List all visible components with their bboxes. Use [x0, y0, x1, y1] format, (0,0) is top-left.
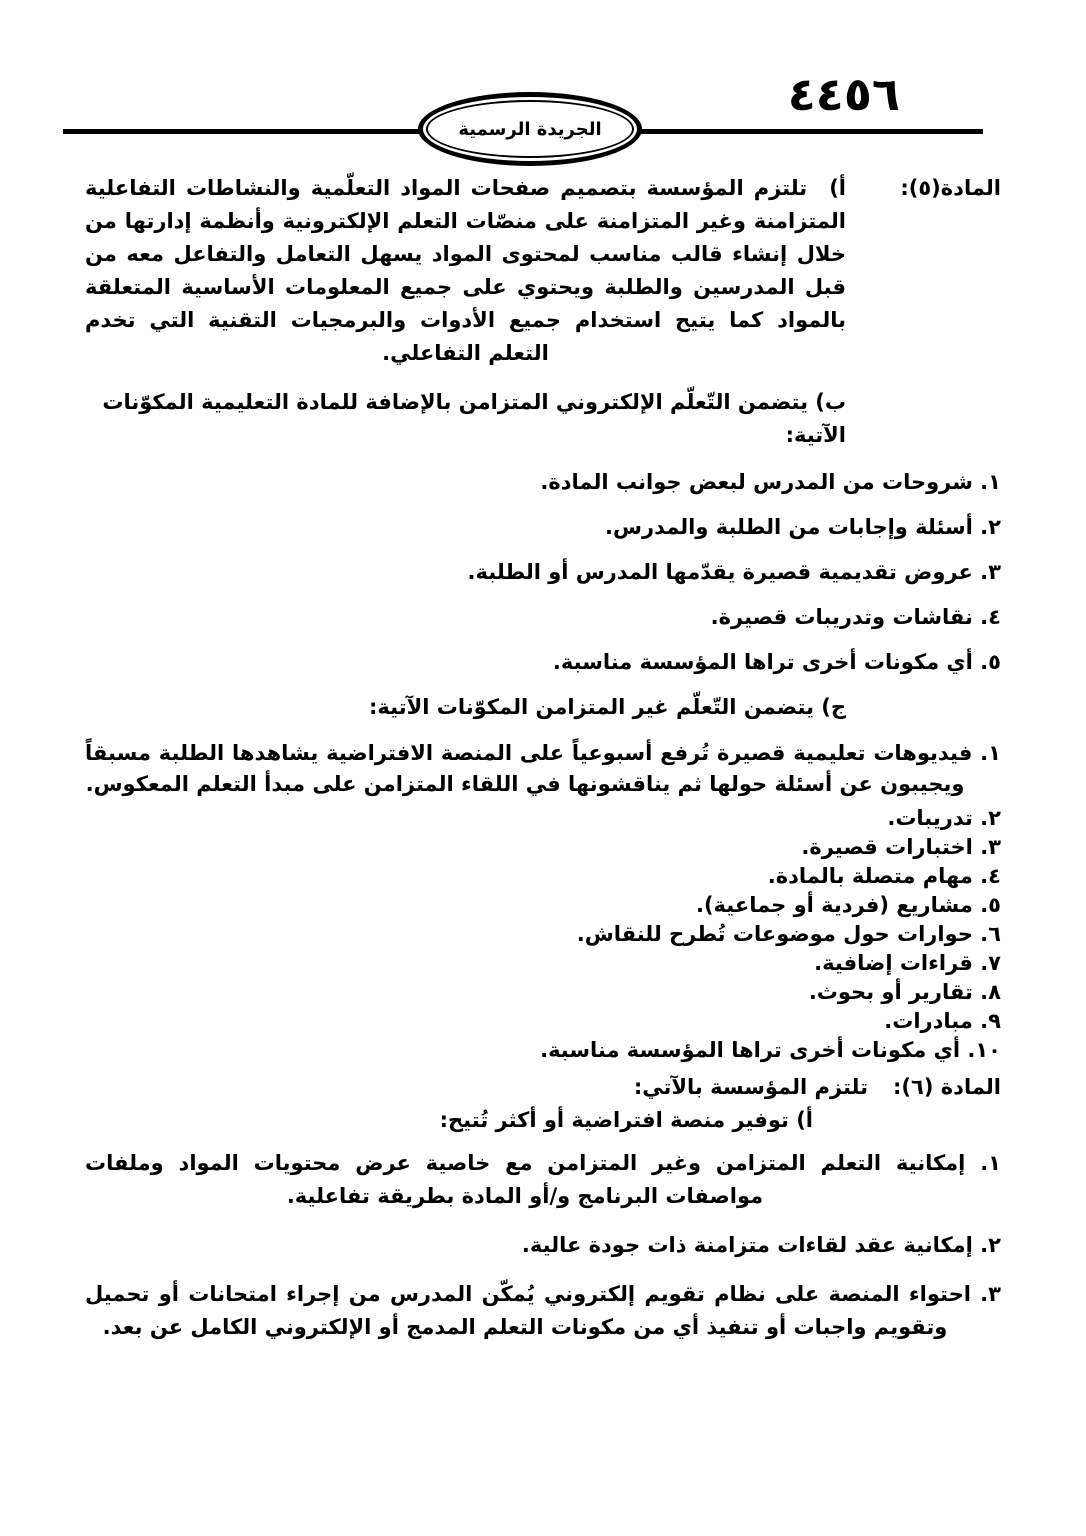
list-item: ١. فيديوهات تعليمية قصيرة تُرفع أسبوعياً على المنصة الافتراضية يشاهدها الطلبة مسبقاً ويجيبون عن أسئلة حولها ثم يناقشونها في اللقاء المتزامن على مبدأ التعلم المعكوس. — [85, 741, 1001, 796]
list-item: ٢. تدريبات. — [887, 806, 1001, 830]
list-item: ٣. عروض تقديمية قصيرة يقدّمها المدرس أو الطلبة. — [467, 560, 1001, 584]
list-item: ٩. مبادرات. — [884, 1009, 1001, 1033]
list-item: ٥. مشاريع (فردية أو جماعية). — [695, 893, 1001, 917]
article-6-label: المادة (٦): — [893, 1075, 1001, 1099]
list-item: ٥. أي مكونات أخرى تراها المؤسسة مناسبة. — [552, 650, 1001, 674]
article-5-label: المادة(٥): — [900, 176, 1001, 200]
list-item: ٧. قراءات إضافية. — [814, 951, 1001, 975]
list-item: ١. إمكانية التعلم المتزامن وغير المتزامن مع خاصية عرض محتويات المواد وملفات مواصفات البرنامج و/أو المادة بطريقة تفاعلية. — [85, 1151, 1001, 1208]
list-item: ١. شروحات من المدرس لبعض جوانب المادة. — [540, 470, 1001, 494]
list-item: ٣. اختبارات قصيرة. — [801, 835, 1001, 859]
list-item: ٢. إمكانية عقد لقاءات متزامنة ذات جودة عالية. — [521, 1233, 1001, 1257]
gazette-title: الجريدة الرسمية — [458, 118, 602, 140]
article-5-clause-a — [85, 172, 846, 370]
list-item: ٤. مهام متصلة بالمادة. — [767, 864, 1001, 888]
clause-c-list — [85, 738, 1001, 1065]
article-6 — [85, 1071, 1001, 1104]
document-body — [85, 172, 1001, 1360]
list-item: ٨. تقارير أو بحوث. — [808, 980, 1001, 1004]
list-item: ١٠. أي مكونات أخرى تراها المؤسسة مناسبة. — [540, 1038, 1001, 1062]
list-item: ٤. نقاشات وتدريبات قصيرة. — [710, 605, 1001, 629]
article-5-clause-c-heading: ج) يتضمن التّعلّم غير المتزامن المكوّنات الآتية: — [369, 695, 846, 719]
list-item: ٢. أسئلة وإجابات من الطلبة والمدرس. — [605, 515, 1001, 539]
gazette-title-badge — [418, 92, 642, 166]
page-number: ٤٤٥٦ — [787, 67, 900, 121]
article-5 — [85, 172, 1001, 370]
list-item: ٦. حوارات حول موضوعات تُطرح للنقاش. — [576, 922, 1001, 946]
article-6-list — [85, 1147, 1001, 1344]
clause-a-marker: أ) — [829, 176, 846, 200]
list-item: ٣. احتواء المنصة على نظام تقويم إلكتروني يُمكّن المدرس من إجراء امتحانات أو تحميل وتقويم واجبات أو تنفيذ أي من مكونات التعلم المدمج أو الإلكتروني الكامل عن بعد. — [85, 1282, 1001, 1339]
article-6-clause-a-heading: أ) توفير منصة افتراضية أو أكثر تُتيح: — [439, 1108, 813, 1132]
article-6-intro: تلتزم المؤسسة بالآتي: — [633, 1075, 868, 1099]
article-5-clause-b-heading: ب) يتضمن التّعلّم الإلكتروني المتزامن بالإضافة للمادة التعليمية المكوّنات الآتية: — [102, 390, 846, 447]
clause-b-list — [85, 466, 1001, 678]
clause-a-text: تلتزم المؤسسة بتصميم صفحات المواد التعلّمية والنشاطات التفاعلية المتزامنة وغير المتزامنة على منصّات التعلم الإلكترونية وأنظمة إدارتها من خلال إنشاء قالب مناسب لمحتوى المواد يسهل التعامل والتفاعل معه من قبل المدرسين والطلبة ويحتوي على جميع المعلومات الأساسية المتعلقة بالمواد كما يتيح استخدام جميع الأدوات والبرمجيات التقنية التي تخدم التعلم التفاعلي. — [85, 176, 846, 365]
